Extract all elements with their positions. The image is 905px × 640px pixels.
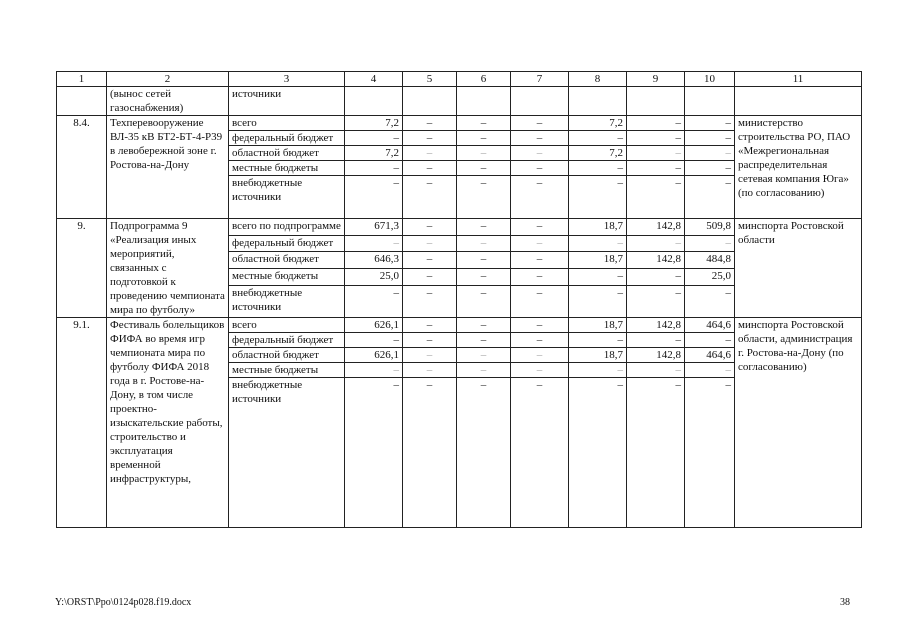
value-cell: 509,8	[685, 219, 735, 236]
col-header-1: 1	[57, 72, 107, 87]
value-cell: –	[345, 285, 403, 317]
value-cell: –	[457, 348, 511, 363]
value-cell: –	[511, 318, 569, 333]
funding-source: всего	[229, 318, 345, 333]
value-cell: –	[345, 363, 403, 378]
value-cell: –	[403, 363, 457, 378]
value-cell: –	[685, 333, 735, 348]
value-cell: 7,2	[569, 146, 627, 161]
value-cell: –	[457, 161, 511, 176]
value-cell: 7,2	[569, 116, 627, 131]
value-cell: –	[457, 252, 511, 269]
value-cell: 671,3	[345, 219, 403, 236]
value-cell: –	[345, 161, 403, 176]
value-cell: –	[569, 269, 627, 286]
row-number: 8.4.	[57, 116, 107, 219]
value-cell: –	[685, 161, 735, 176]
value-cell: –	[685, 131, 735, 146]
value-cell: –	[457, 146, 511, 161]
funding-source: местные бюджеты	[229, 363, 345, 378]
value-cell: –	[627, 363, 685, 378]
value-cell: –	[345, 333, 403, 348]
value-cell: –	[511, 146, 569, 161]
col-header-10: 10	[685, 72, 735, 87]
value-cell: –	[457, 333, 511, 348]
value-cell: 7,2	[345, 146, 403, 161]
value-cell: –	[627, 131, 685, 146]
value-cell: –	[569, 378, 627, 528]
value-cell: –	[511, 235, 569, 252]
funding-source: федеральный бюджет	[229, 131, 345, 146]
file-path-footer: Y:\ORST\Ppo\0124p028.f19.docx	[55, 597, 192, 608]
value-cell: –	[685, 235, 735, 252]
value-cell: 484,8	[685, 252, 735, 269]
value-cell: –	[627, 161, 685, 176]
value-cell: –	[457, 116, 511, 131]
table-row	[57, 116, 862, 131]
value-cell: –	[403, 116, 457, 131]
value-cell: –	[685, 378, 735, 528]
value-cell: –	[511, 131, 569, 146]
value-cell: –	[403, 146, 457, 161]
funding-source: внебюджетные источники	[229, 285, 345, 317]
value-cell: –	[569, 235, 627, 252]
funding-source: областной бюджет	[229, 348, 345, 363]
table-row	[57, 219, 862, 236]
value-cell: –	[627, 285, 685, 317]
funding-source: областной бюджет	[229, 146, 345, 161]
value-cell: –	[403, 318, 457, 333]
value-cell: –	[627, 116, 685, 131]
funding-source: местные бюджеты	[229, 161, 345, 176]
value-cell: –	[627, 269, 685, 286]
value-cell: –	[403, 378, 457, 528]
col-header-11: 11	[735, 72, 862, 87]
measure-name: Подпрограмма 9 «Реализация иных мероприятий, связанных с подготовкой к проведению чемпионата мира по футболу»	[107, 219, 229, 318]
funding-source: внебюджетные источники	[229, 378, 345, 528]
value-cell: –	[511, 285, 569, 317]
value-cell: –	[511, 378, 569, 528]
value-cell: –	[403, 131, 457, 146]
value-cell: –	[511, 363, 569, 378]
value-cell: –	[403, 348, 457, 363]
value-cell: 18,7	[569, 348, 627, 363]
value-cell: –	[403, 161, 457, 176]
value-cell: –	[345, 131, 403, 146]
row-number	[57, 87, 107, 116]
value-cell: –	[627, 176, 685, 219]
value-cell: –	[403, 176, 457, 219]
value-cell: –	[457, 131, 511, 146]
measure-name: (вынос сетей газоснабжения)	[107, 87, 229, 116]
col-header-6: 6	[457, 72, 511, 87]
funding-source: областной бюджет	[229, 252, 345, 269]
executor: минспорта Ростовской области, администрация г. Ростова-на-Дону (по согласованию)	[735, 318, 862, 528]
col-header-4: 4	[345, 72, 403, 87]
value-cell: –	[685, 285, 735, 317]
row-number: 9.	[57, 219, 107, 318]
value-cell: –	[457, 235, 511, 252]
value-cell: –	[569, 333, 627, 348]
executor: минспорта Ростовской области	[735, 219, 862, 318]
value-cell: –	[403, 235, 457, 252]
value-cell: –	[685, 363, 735, 378]
funding-source: федеральный бюджет	[229, 333, 345, 348]
funding-source: всего по подпрограмме	[229, 219, 345, 236]
value-cell: 18,7	[569, 252, 627, 269]
value-cell: –	[569, 285, 627, 317]
value-cell: –	[457, 378, 511, 528]
value-cell: –	[403, 333, 457, 348]
column-number-header	[57, 72, 862, 87]
value-cell: –	[403, 285, 457, 317]
col-header-5: 5	[403, 72, 457, 87]
value-cell: –	[627, 146, 685, 161]
value-cell: –	[511, 333, 569, 348]
value-cell: 25,0	[345, 269, 403, 286]
col-header-3: 3	[229, 72, 345, 87]
value-cell: 18,7	[569, 318, 627, 333]
value-cell: –	[511, 176, 569, 219]
value-cell: –	[511, 161, 569, 176]
value-cell: –	[685, 176, 735, 219]
measure-name: Фестиваль болельщиков ФИФА во время игр чемпионата мира по футболу ФИФА 2018 года в г. Ростове-на-Дону, в том числе проектно-изыскательские работы, строительство и эксплуатация временной инфраструктуры,	[107, 318, 229, 528]
value-cell: –	[403, 219, 457, 236]
value-cell: 142,8	[627, 219, 685, 236]
value-cell: –	[511, 219, 569, 236]
value-cell: –	[627, 378, 685, 528]
table-row	[57, 87, 862, 116]
value-cell: 18,7	[569, 219, 627, 236]
value-cell: 25,0	[685, 269, 735, 286]
value-cell: –	[345, 176, 403, 219]
col-header-7: 7	[511, 72, 569, 87]
value-cell: 646,3	[345, 252, 403, 269]
value-cell: –	[457, 269, 511, 286]
funding-source: внебюджетные источники	[229, 176, 345, 219]
value-cell: 7,2	[345, 116, 403, 131]
value-cell: –	[685, 146, 735, 161]
page-number: 38	[840, 597, 850, 608]
value-cell: 142,8	[627, 348, 685, 363]
value-cell: 626,1	[345, 318, 403, 333]
funding-source: всего	[229, 116, 345, 131]
value-cell: –	[569, 161, 627, 176]
value-cell: –	[457, 318, 511, 333]
value-cell: –	[403, 269, 457, 286]
measure-name: Техперевооружение ВЛ-35 кВ БТ2-БТ-4-Р39 в левобережной зоне г. Ростова-на-Дону	[107, 116, 229, 219]
value-cell: –	[627, 235, 685, 252]
col-header-2: 2	[107, 72, 229, 87]
value-cell: –	[511, 252, 569, 269]
col-header-9: 9	[627, 72, 685, 87]
funding-source: источники	[229, 87, 345, 116]
value-cell: 464,6	[685, 318, 735, 333]
value-cell: –	[627, 333, 685, 348]
value-cell: –	[511, 269, 569, 286]
value-cell: –	[403, 252, 457, 269]
value-cell: –	[569, 131, 627, 146]
value-cell: 626,1	[345, 348, 403, 363]
funding-source: федеральный бюджет	[229, 235, 345, 252]
value-cell: –	[511, 348, 569, 363]
value-cell: –	[345, 235, 403, 252]
value-cell: –	[457, 176, 511, 219]
value-cell: –	[685, 116, 735, 131]
program-table	[56, 71, 862, 528]
value-cell: 142,8	[627, 252, 685, 269]
value-cell: –	[457, 363, 511, 378]
funding-source: местные бюджеты	[229, 269, 345, 286]
value-cell: –	[345, 378, 403, 528]
col-header-8: 8	[569, 72, 627, 87]
value-cell: –	[511, 116, 569, 131]
value-cell: 142,8	[627, 318, 685, 333]
executor: министерство строительства РО, ПАО «Межрегиональная распределительная сетевая компания Юга» (по согласованию)	[735, 116, 862, 219]
value-cell: 464,6	[685, 348, 735, 363]
value-cell: –	[457, 285, 511, 317]
value-cell: –	[569, 176, 627, 219]
row-number: 9.1.	[57, 318, 107, 528]
table-row	[57, 318, 862, 333]
value-cell: –	[457, 219, 511, 236]
value-cell: –	[569, 363, 627, 378]
